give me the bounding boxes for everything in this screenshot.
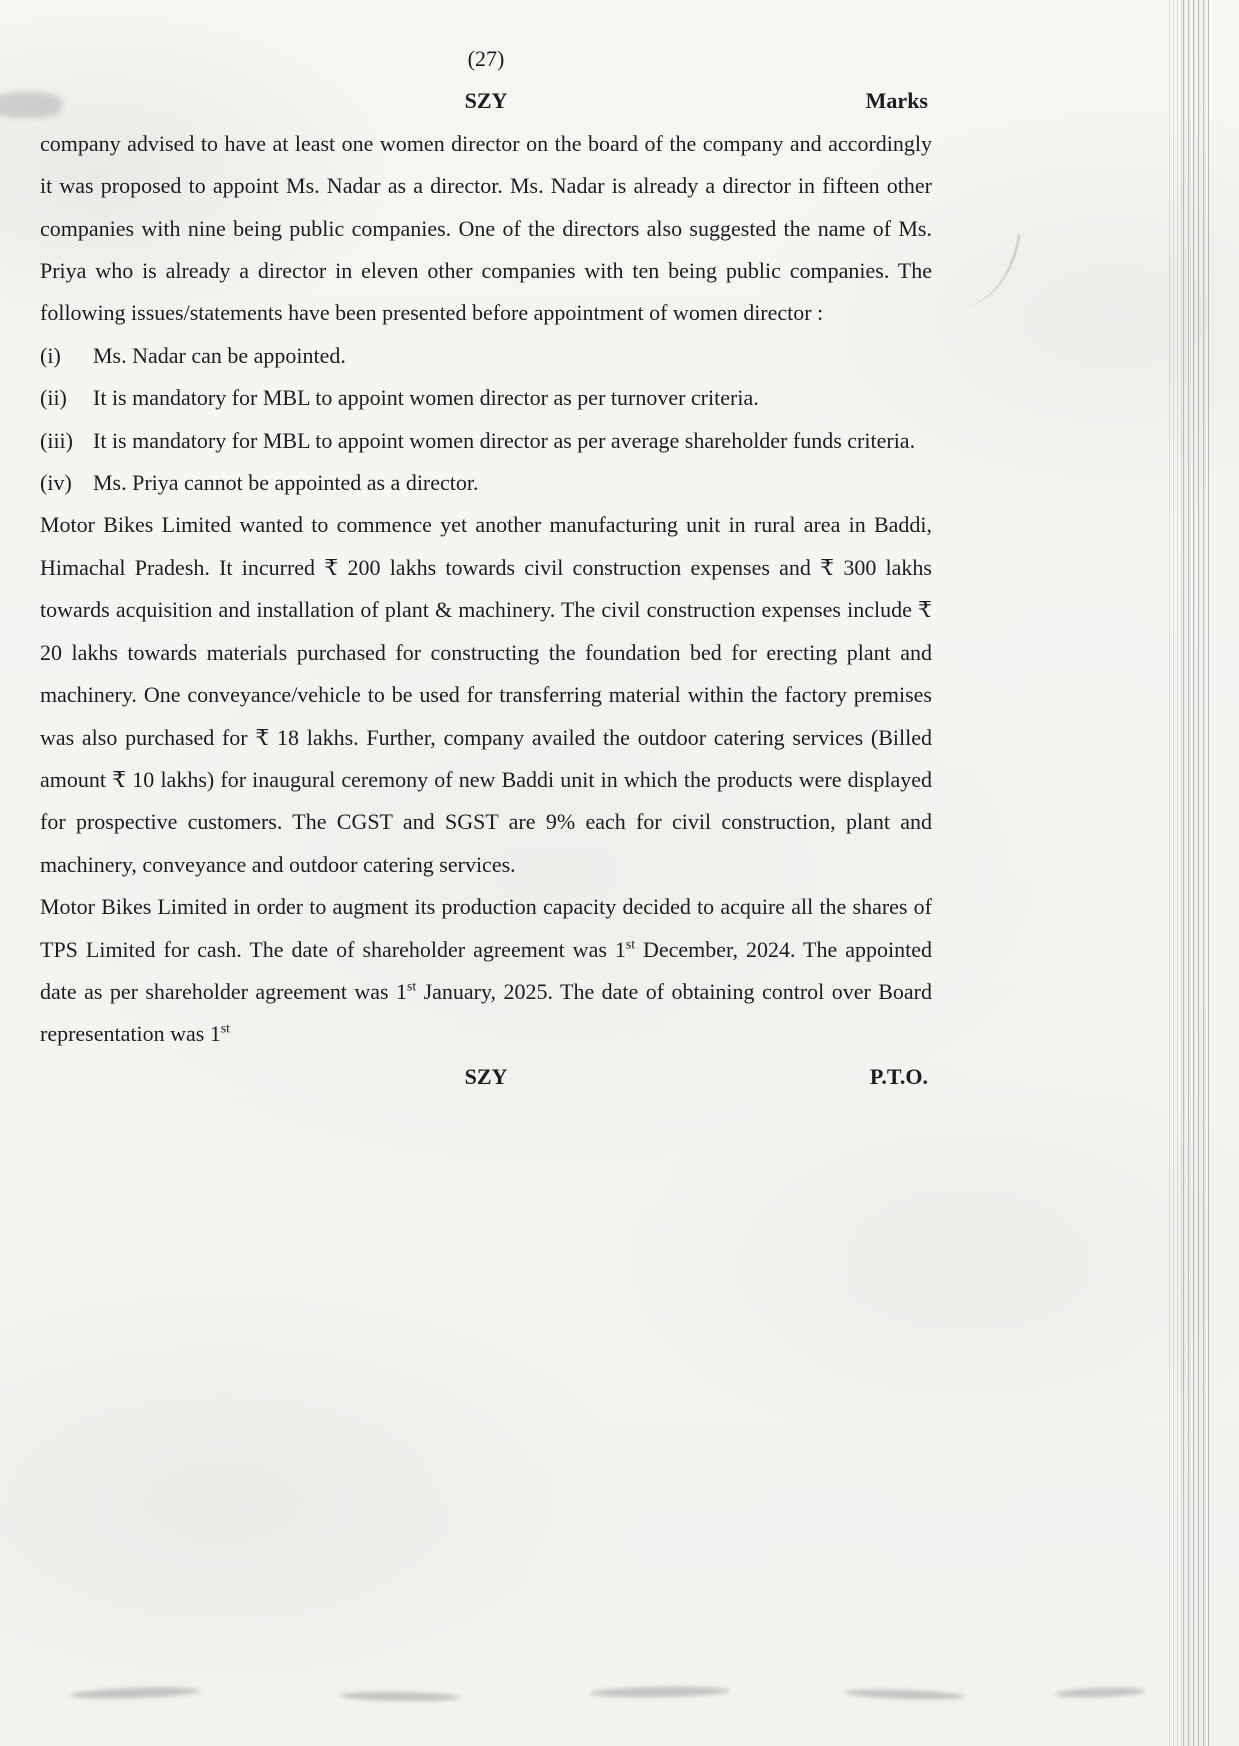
list-item-text: Ms. Nadar can be appointed. [93, 342, 346, 368]
scan-smudge [590, 1686, 730, 1698]
list-item-text: It is mandatory for MBL to appoint women director as per average shareholder funds criteria. [93, 427, 916, 453]
marks-label: Marks [865, 88, 928, 114]
book-binding-edge [1183, 0, 1209, 1746]
paragraph-women-director: company advised to have at least one women director on the board of the company and accordingly it was proposed to appoint Ms. Nadar as a director. Ms. Nadar is already a director in fifteen other companies with nine being public companies. One of the directors also suggested the name of Ms. Priya who is already a director in eleven other companies with ten being public companies. The following issues/statements have been presented before appointment of women director : [40, 130, 932, 326]
list-item-text: It is mandatory for MBL to appoint women director as per turnover criteria. [93, 385, 759, 411]
scan-artifact-curve [950, 226, 1021, 314]
list-item [40, 377, 932, 419]
list-item-marker: (ii) [40, 385, 67, 411]
header-paper-code: SZY [464, 88, 508, 114]
page-header [40, 80, 932, 122]
scan-smudge [845, 1688, 965, 1701]
paragraph-baddi-unit: Motor Bikes Limited wanted to commence yet another manufacturing unit in rural area in Baddi, Himachal Pradesh. It incurred ₹ 200 lakhs towards civil construction expenses and ₹ 300 lakhs towards acquisition and installation of plant & machinery. The civil construction expenses include ₹ 20 lakhs towards materials purchased for constructing the foundation bed for erecting plant and machinery. One conveyance/vehicle to be used for transferring material within the factory premises was also purchased for ₹ 18 lakhs. Further, company availed the outdoor catering services (Billed amount ₹ 10 lakhs) for inaugural ceremony of new Baddi unit in which the products were displayed for prospective customers. The CGST and SGST are 9% each for civil construction, plant and machinery, conveyance and outdoor catering services. [40, 512, 932, 877]
list-item-marker: (iii) [40, 427, 73, 453]
pto-label: P.T.O. [869, 1063, 928, 1089]
book-binding-edge-soft [1169, 0, 1183, 1746]
page-number: (27) [467, 46, 505, 71]
footer-paper-code: SZY [464, 1063, 508, 1089]
scan-smudge [1055, 1686, 1145, 1698]
list-item [40, 335, 932, 377]
page-footer [40, 1056, 932, 1098]
list-item [40, 420, 932, 462]
list-item-text: Ms. Priya cannot be appointed as a director. [93, 470, 479, 496]
list-item [40, 462, 932, 504]
scan-smudge [340, 1691, 460, 1702]
list-item-marker: (iv) [40, 470, 72, 496]
paragraph-tps-acquisition: Motor Bikes Limited in order to augment its production capacity decided to acquire all the shares of TPS Limited for cash. The date of shareholder agreement was 1st December, 2024. The appointed date as per shareholder agreement was 1st January, 2025. The date of obtaining control over Board representation was 1st [40, 894, 932, 1047]
list-item-marker: (i) [40, 342, 61, 368]
page-content [40, 38, 932, 1098]
scan-smudge [70, 1686, 200, 1701]
